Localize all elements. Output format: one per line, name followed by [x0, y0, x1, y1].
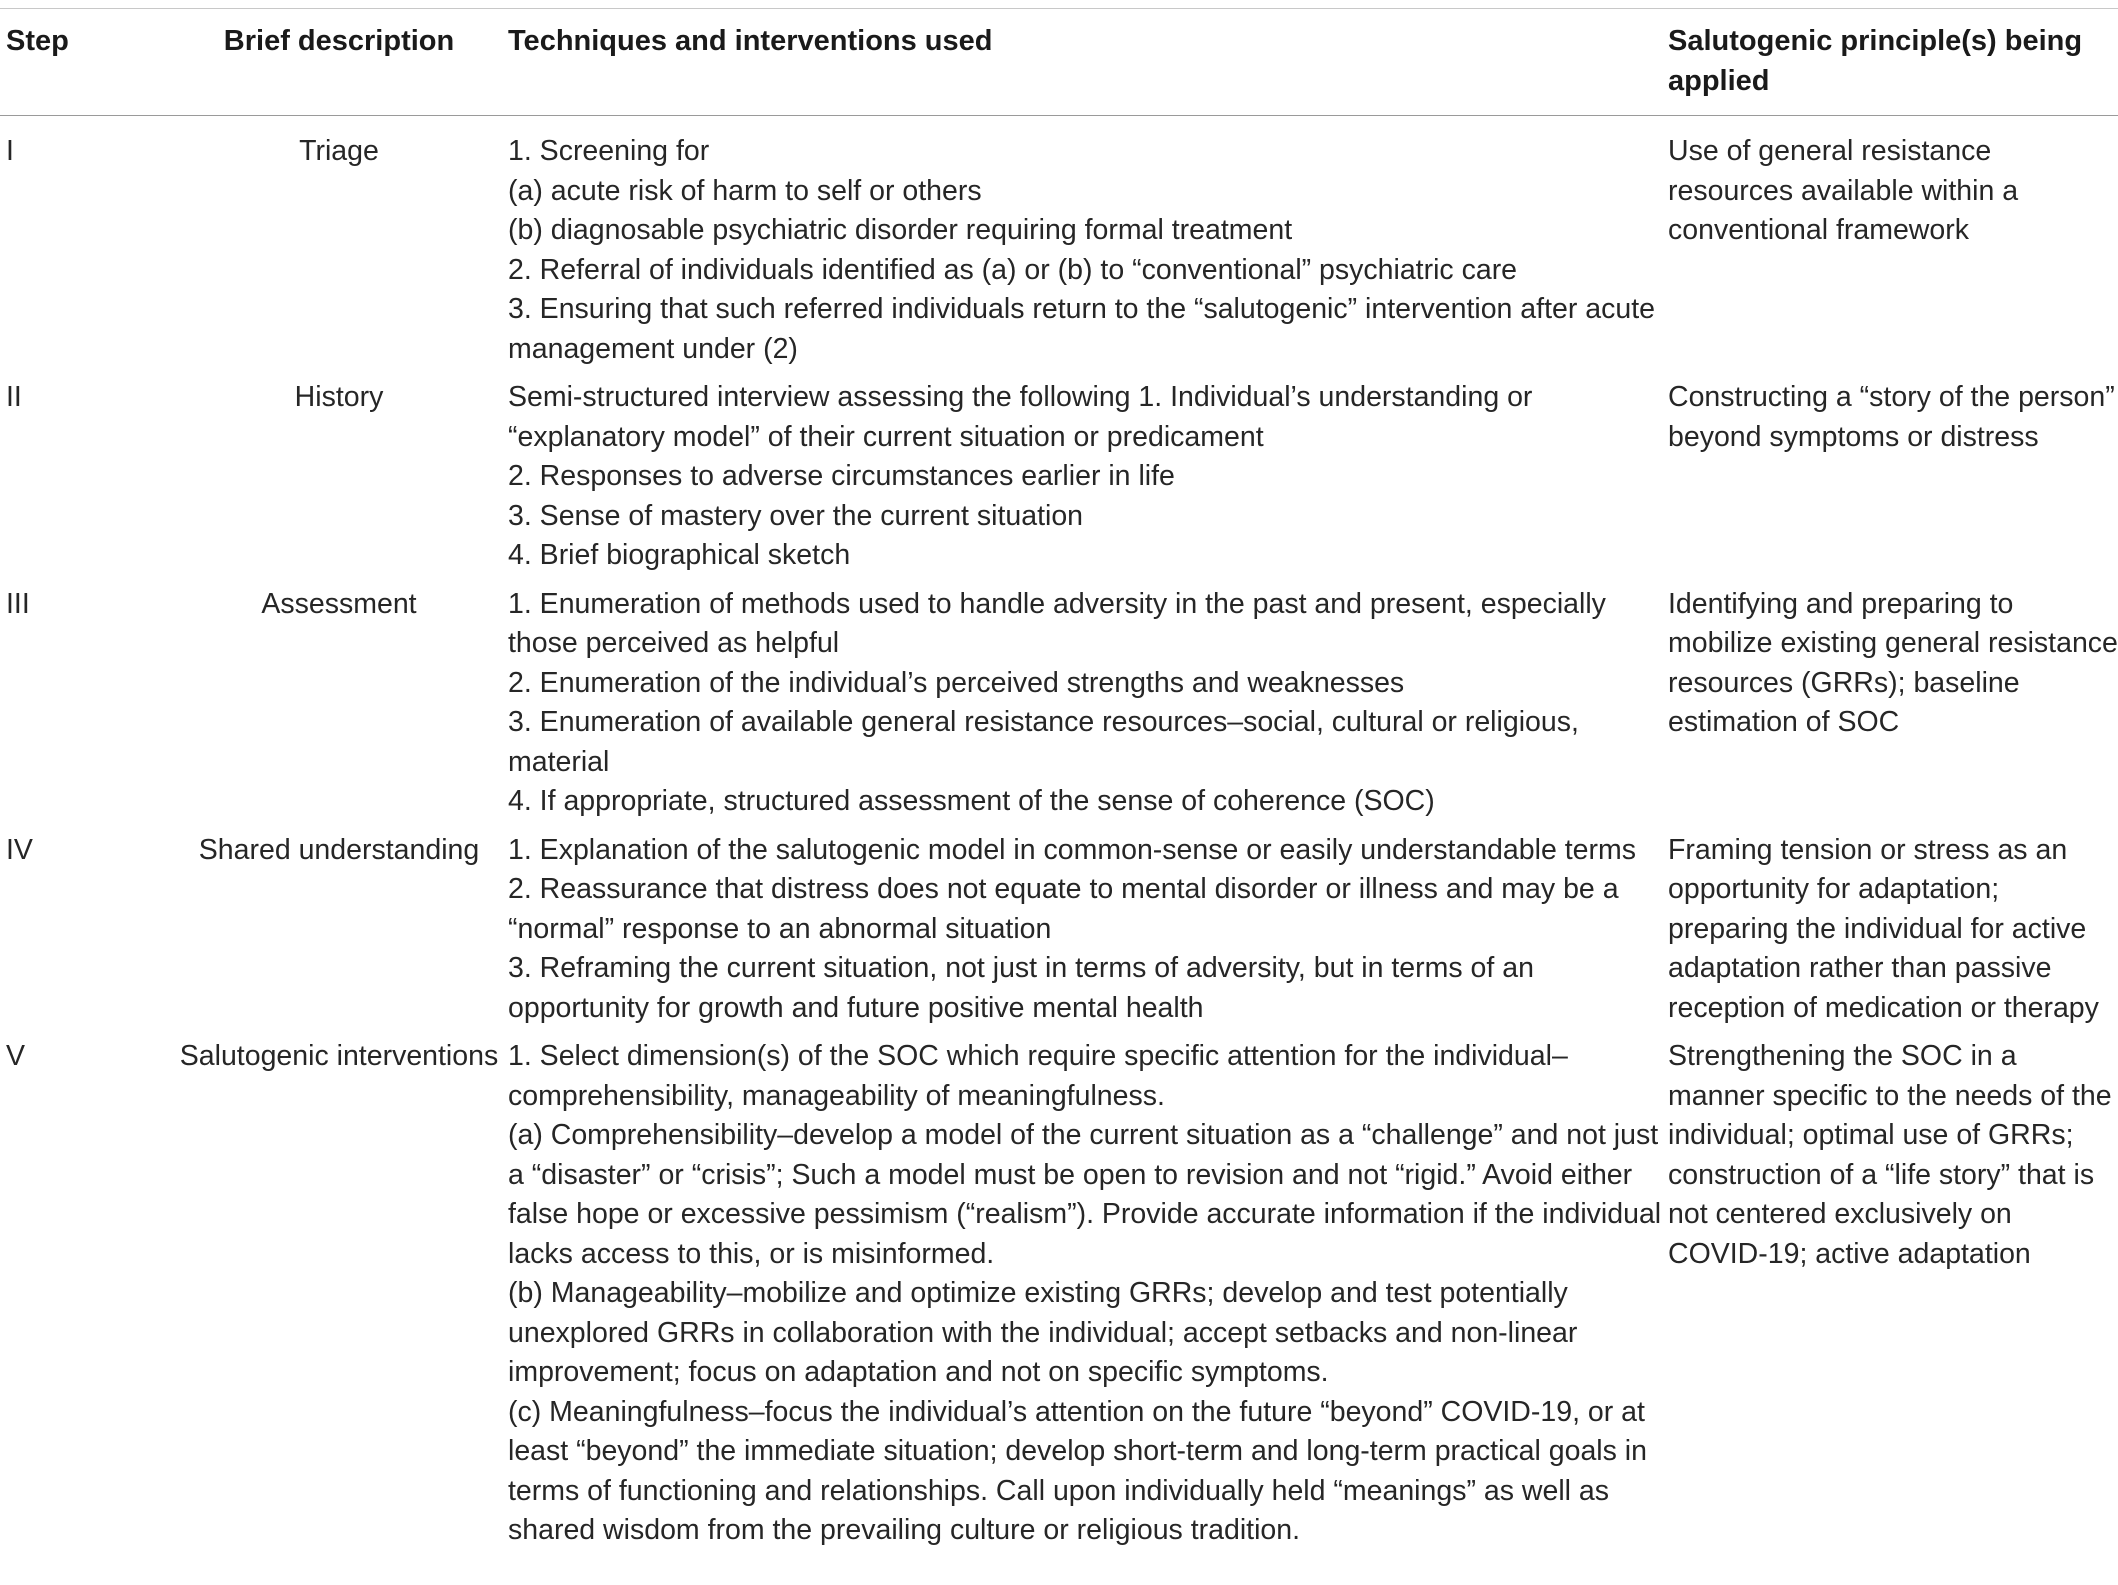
- technique-item: Semi-structured interview assessing the following 1. Individual’s understanding or “explanatory model” of their current situation or predicament: [508, 381, 1533, 453]
- row-techniques: [508, 116, 1668, 374]
- row-principles: Constructing a “story of the person” beyond symptoms or distress: [1668, 381, 2115, 453]
- table-row: [0, 116, 2118, 374]
- row-principles: Use of general resistance resources available within a conventional framework: [1668, 135, 2019, 246]
- row-step: V: [6, 1040, 26, 1072]
- row-principles: Strengthening the SOC in a manner specific to the needs of the individual; optimal use of GRRs; construction of a “life story” that is not centered exclusively on COVID-19; active adaptation: [1668, 1040, 2112, 1270]
- technique-item: 3. Enumeration of available general resistance resources–social, cultural or religious, material: [508, 706, 1579, 778]
- row-step: II: [6, 381, 22, 413]
- technique-item: 4. If appropriate, structured assessment of the sense of coherence (SOC): [508, 785, 1435, 817]
- row-step: I: [6, 135, 14, 167]
- row-techniques: [508, 580, 1668, 826]
- salutogenic-steps-table-container: [0, 8, 2118, 1555]
- technique-item: 1. Enumeration of methods used to handle adversity in the past and present, especially those perceived as helpful: [508, 587, 1606, 659]
- technique-item: (b) diagnosable psychiatric disorder requiring formal treatment: [508, 214, 1293, 246]
- technique-item: 3. Ensuring that such referred individuals return to the “salutogenic” intervention after acute management under (2): [508, 293, 1655, 365]
- technique-item: 1. Explanation of the salutogenic model in common-sense or easily understandable terms: [508, 833, 1636, 866]
- row-description: Triage: [299, 135, 379, 167]
- header-row: [0, 9, 2118, 116]
- row-techniques: [508, 1032, 1668, 1555]
- header-step: Step: [6, 25, 69, 57]
- technique-item: 1. Screening for: [508, 135, 710, 167]
- technique-item: 3. Reframing the current situation, not just in terms of adversity, but in terms of an opportunity for growth and future positive mental health: [508, 952, 1534, 1024]
- row-step: IV: [6, 833, 33, 866]
- table-row: [0, 373, 2118, 580]
- table-row: [0, 1032, 2118, 1555]
- row-techniques: [508, 826, 1668, 1033]
- technique-item: (b) Manageability–mobilize and optimize existing GRRs; develop and test potentially unexplored GRRs in collaboration with the individual; accept setbacks and non-linear improvement; focus on adaptation and not on specific symptoms.: [508, 1277, 1578, 1388]
- table-body: [0, 116, 2118, 1555]
- row-techniques: [508, 373, 1668, 580]
- technique-item: 1. Select dimension(s) of the SOC which require specific attention for the individual–comprehensibility, manageability of meaningfulness.: [508, 1040, 1568, 1112]
- header-techniques: Techniques and interventions used: [508, 25, 993, 57]
- row-step: III: [6, 587, 30, 620]
- row-description: Shared understanding: [198, 833, 480, 866]
- row-principles: Framing tension or stress as an opportunity for adaptation; preparing the individual for active adaptation rather than passive reception of medication or therapy: [1668, 833, 2099, 1024]
- technique-item: (a) acute risk of harm to self or others: [508, 174, 982, 207]
- technique-item: 2. Reassurance that distress does not equate to mental disorder or illness and may be a “normal” response to an abnormal situation: [508, 873, 1619, 945]
- header-brief-description: Brief description: [223, 25, 455, 57]
- technique-item: 2. Enumeration of the individual’s perceived strengths and weaknesses: [508, 666, 1405, 699]
- row-description: History: [294, 381, 384, 413]
- technique-item: (c) Meaningfulness–focus the individual’s attention on the future “beyond” COVID-19, or at least “beyond” the immediate situation; develop short-term and long-term practical goals in terms of functioning and relationships. Call upon individually held “meanings” as well as shared wisdom from the prevailing culture or religious tradition.: [508, 1395, 1647, 1546]
- technique-item: 4. Brief biographical sketch: [508, 539, 851, 571]
- row-description: Salutogenic interventions: [179, 1040, 499, 1072]
- salutogenic-steps-table: [0, 8, 2118, 1555]
- row-description: Assessment: [261, 587, 417, 620]
- header-principles: Salutogenic principle(s) being applied: [1668, 25, 2083, 97]
- table-row: [0, 826, 2118, 1033]
- technique-item: 2. Responses to adverse circumstances earlier in life: [508, 460, 1175, 492]
- table-row: [0, 580, 2118, 826]
- technique-item: 3. Sense of mastery over the current situation: [508, 499, 1084, 532]
- row-principles: Identifying and preparing to mobilize existing general resistance resources (GRRs); baseline estimation of SOC: [1668, 587, 2118, 738]
- table-header: [0, 9, 2118, 116]
- technique-item: (a) Comprehensibility–develop a model of the current situation as a “challenge” and not just a “disaster” or “crisis”; Such a model must be open to revision and not “rigid.” Avoid either false hope or excessive pessimism (“realism”). Provide accurate information if the individual lacks access to this, or is misinformed.: [508, 1119, 1662, 1270]
- technique-item: 2. Referral of individuals identified as (a) or (b) to “conventional” psychiatric care: [508, 253, 1518, 286]
